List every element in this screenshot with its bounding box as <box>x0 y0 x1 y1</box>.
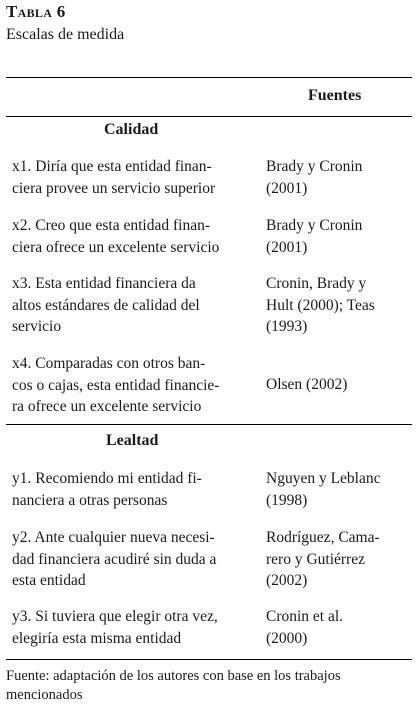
source-line: (2001) <box>266 238 308 256</box>
item-line: x4. Comparadas con otros ban- <box>12 355 206 372</box>
footnote-line: mencionados <box>6 687 83 703</box>
source-text <box>266 273 412 338</box>
source-line: (2000) <box>266 629 308 647</box>
item-line: x3. Esta entidad financiera da <box>12 275 196 292</box>
source-line: rero y Gutiérrez <box>266 550 365 568</box>
table-caption: Escalas de medida <box>6 26 125 43</box>
item-line: dad financiera acudiré sin duda a <box>12 550 217 568</box>
source-text <box>266 215 412 258</box>
item-line: cos o cajas, esta entidad financie- <box>12 376 220 394</box>
item-line: elegiría esta misma entidad <box>12 629 182 647</box>
section-title-lealtad: Lealtad <box>106 432 159 449</box>
item-line: altos estándares de calidad del <box>12 296 200 314</box>
header-rule <box>6 116 412 117</box>
item-line: y2. Ante cualquier nueva necesi- <box>12 529 215 546</box>
item-line: y3. Si tuviera que elegir otra vez, <box>12 608 218 625</box>
item-text <box>12 156 252 199</box>
source-text <box>266 606 412 649</box>
item-text <box>12 353 252 418</box>
source-text <box>266 468 412 511</box>
source-line: Olsen (2002) <box>266 376 348 393</box>
source-line: Brady y Cronin <box>266 217 363 234</box>
source-line: Nguyen y Leblanc <box>266 470 381 487</box>
item-line: ra ofrece un excelente servicio <box>12 398 202 415</box>
source-line: Brady y Cronin <box>266 158 363 175</box>
item-text <box>12 468 252 511</box>
source-line: (2002) <box>266 572 308 589</box>
top-rule <box>6 77 412 78</box>
item-line: esta entidad <box>12 572 86 589</box>
item-line: ciera provee un servicio superior <box>12 179 216 197</box>
source-line: (1993) <box>266 318 308 335</box>
source-text <box>266 156 412 199</box>
section-title-calidad: Calidad <box>104 121 159 138</box>
source-line: (2001) <box>266 179 308 197</box>
item-line: nanciera a otras personas <box>12 491 168 509</box>
item-line: servicio <box>12 318 62 335</box>
source-line: Hult (2000); Teas <box>266 296 375 314</box>
source-line: (1998) <box>266 491 308 509</box>
footnote <box>6 667 412 705</box>
item-text <box>12 215 252 258</box>
item-text <box>12 527 252 592</box>
item-text <box>12 606 252 649</box>
item-line: ciera ofrece un excelente servicio <box>12 238 220 256</box>
source-line: Rodríguez, Cama- <box>266 529 380 546</box>
item-line: x2. Creo que esta entidad finan- <box>12 217 210 234</box>
sources-column-header: Fuentes <box>308 87 362 104</box>
footnote-line: Fuente: adaptación de los autores con base en los trabajos <box>6 668 341 684</box>
item-text <box>12 273 252 338</box>
item-line: y1. Recomiendo mi entidad fi- <box>12 470 202 487</box>
source-text <box>266 374 412 396</box>
source-text <box>266 527 412 592</box>
section-rule <box>6 424 412 425</box>
source-line: Cronin et al. <box>266 608 344 625</box>
table-label: Tabla 6 <box>6 2 66 21</box>
item-line: x1. Diría que esta entidad finan- <box>12 158 212 175</box>
source-line: Cronin, Brady y <box>266 275 367 292</box>
bottom-rule <box>6 659 412 660</box>
